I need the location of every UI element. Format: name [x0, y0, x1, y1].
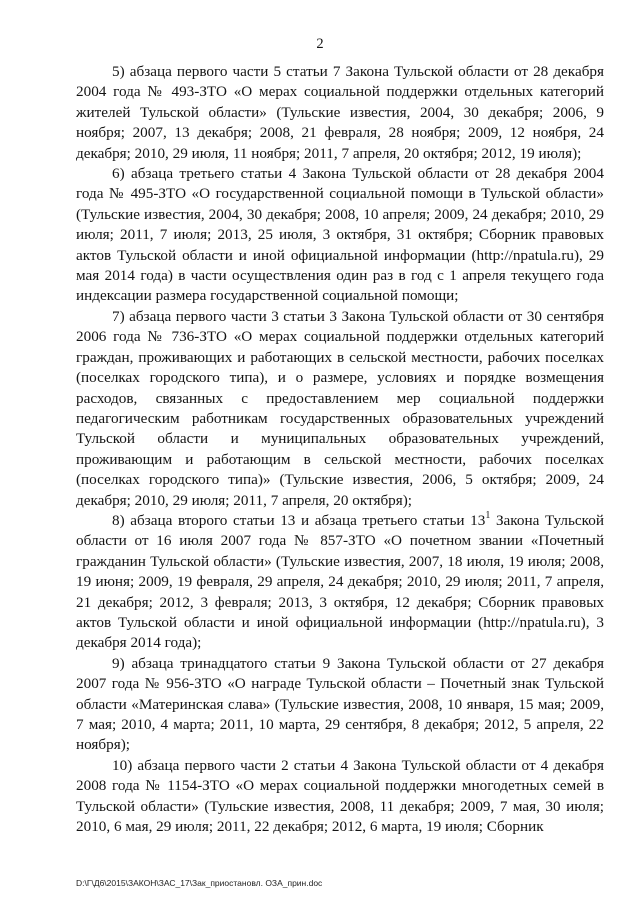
paragraph-item-8	[76, 511, 604, 654]
paragraph-item-8-text-end: Закона Тульской области от 16 июля 2007 года № 857-ЗТО «О почетном звании «Почетный гражданин Тульской области» (Тульские известия, 2007, 18 июля, 19 июля; 2008, 19 июня; 2009, 19 февраля, 29 апреля, 24 декабря; 2010, 29 июля; 2011, 7 апреля, 21 декабря; 2012, 3 февраля; 2013, 3 октября, 12 декабря; Сборник правовых актов Тульской области и иной официальной информации (http://npatula.ru), 3 декабря 2014 года);	[76, 511, 604, 652]
article-superscript: 1	[485, 509, 491, 521]
file-path-footer: D:\Г\Д6\2015\ЗАКОН\ЗАС_17\Зак_приостановл. ОЗА_прин.doc	[76, 878, 323, 888]
paragraph-item-7: 7) абзаца первого части 3 статьи 3 Закона Тульской области от 30 сентября 2006 года № 736-ЗТО «О мерах социальной поддержки отдельных категорий граждан, проживающих и работающих в сельской местности, рабочих поселках (поселках городского типа), и о размере, условиях и порядке возмещения расходов, связанных с предоставлением мер социальной поддержки педагогическим работникам государственных образовательных учреждений Тульской области и муниципальных образовательных учреждений, проживающим и работающим в сельской местности, рабочих поселках (поселках городского типа)» (Тульские известия, 2006, 5 октября; 2009, 24 декабря; 2010, 29 июля; 2011, 7 апреля, 20 октября);	[76, 307, 604, 509]
paragraph-item-5: 5) абзаца первого части 5 статьи 7 Закона Тульской области от 28 декабря 2004 года № 493-ЗТО «О мерах социальной поддержки отдельных категорий жителей Тульской области» (Тульские известия, 2004, 30 декабря; 2006, 9 ноября; 2007, 13 декабря; 2008, 21 февраля, 28 ноября; 2009, 12 ноября, 24 декабря; 2010, 29 июля, 11 ноября; 2011, 7 апреля, 20 октября; 2012, 19 июля);	[76, 63, 604, 162]
paragraph-item-8-text-start: 8) абзаца второго статьи 13 и абзаца третьего статьи 13	[112, 511, 486, 529]
page-number: 2	[316, 36, 324, 52]
paragraph-item-10: 10) абзаца первого части 2 статьи 4 Закона Тульской области от 4 декабря 2008 года № 1154-ЗТО «О мерах социальной поддержки многодетных семей в Тульской области» (Тульские известия, 2008, 11 декабря; 2009, 7 мая, 30 июля; 2010, 6 мая, 29 июля; 2011, 22 декабря; 2012, 6 марта, 19 июля; Сборник	[76, 756, 604, 836]
paragraph-item-9: 9) абзаца тринадцатого статьи 9 Закона Тульской области от 27 декабря 2007 года № 956-ЗТО «О награде Тульской области – Почетный знак Тульской области «Материнская слава» (Тульские известия, 2008, 10 января, 15 мая; 2009, 7 мая; 2010, 4 марта; 2011, 10 марта, 29 сентября, 8 декабря; 2012, 5 апреля, 22 ноября);	[76, 654, 604, 754]
document-body	[76, 62, 604, 837]
paragraph-item-6: 6) абзаца третьего статьи 4 Закона Тульской области от 28 декабря 2004 года № 495-ЗТО «О государственной социальной помощи в Тульской области» (Тульские известия, 2004, 30 декабря; 2008, 10 апреля; 2009, 24 декабря; 2010, 29 июля; 2011, 7 июля; 2013, 25 июля, 3 октября, 31 октября; Сборник правовых актов Тульской области и иной официальной информации (http://npatula.ru), 29 мая 2014 года) в части осуществления один раз в год с 1 апреля текущего года индексации размера государственной социальной помощи;	[76, 165, 604, 305]
